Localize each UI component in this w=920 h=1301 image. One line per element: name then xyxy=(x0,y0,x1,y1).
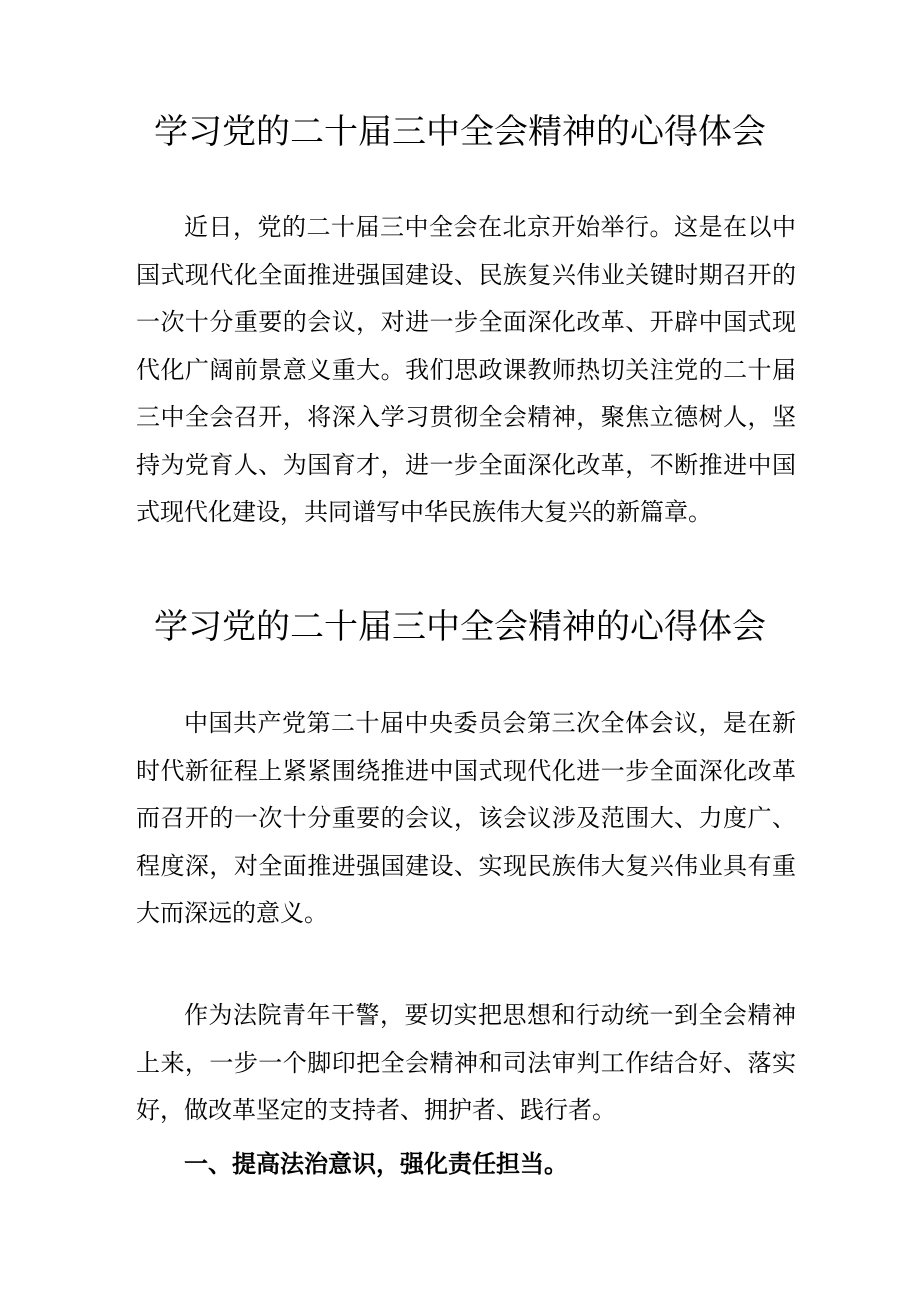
section2-title: 学习党的二十届三中全会精神的心得体会 xyxy=(154,607,766,647)
section2-paragraph-1: 中国共产党第二十届中央委员会第三次全体会议，是在新时代新征程上紧紧围绕推进中国式现代化进一步全面深化改革而召开的一次十分重要的会议，该会议涉及范围大、力度广、程度深，对全面推进强国建设、实现民族伟大复兴伟业具有重大而深远的意义。 xyxy=(136,709,796,927)
section1-title: 学习党的二十届三中全会精神的心得体会 xyxy=(154,112,766,152)
section1-paragraph: 近日，党的二十届三中全会在北京开始举行。这是在以中国式现代化全面推进强国建设、民族复兴伟业关键时期召开的一次十分重要的会议，对进一步全面深化改革、开辟中国式现代化广阔前景意义重大。我们思政课教师热切关注党的二十届三中全会召开，将深入学习贯彻全会精神，聚焦立德树人，坚持为党育人、为国育才，进一步全面深化改革，不断推进中国式现代化建设，共同谱写中华民族伟大复兴的新篇章。 xyxy=(136,213,796,526)
section2-heading-1: 一、提高法治意识，强化责任担当。 xyxy=(184,1150,568,1178)
section2-paragraph-2: 作为法院青年干警，要切实把思想和行动统一到全会精神上来，一步一个脚印把全会精神和司法审判工作结合好、落实好，做改革坚定的支持者、拥护者、践行者。 xyxy=(136,1001,796,1124)
